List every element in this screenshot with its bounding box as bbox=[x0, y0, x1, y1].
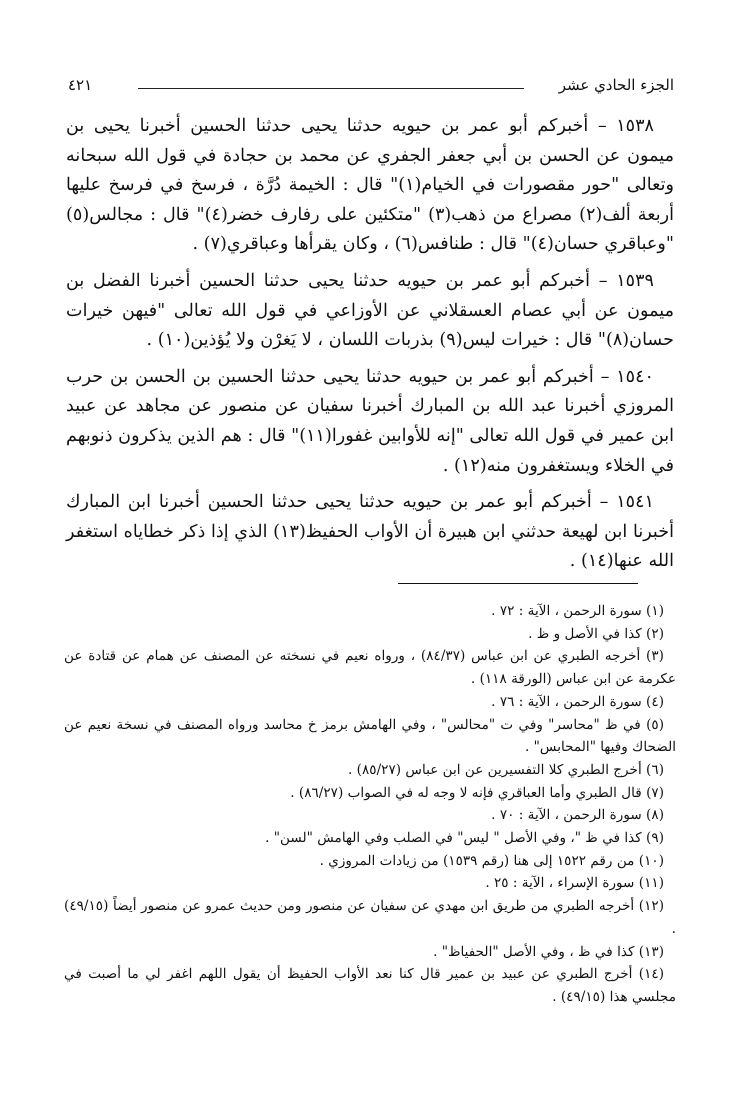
main-text bbox=[66, 112, 674, 584]
running-title: الجزء الحادي عشر bbox=[558, 76, 674, 94]
footnote-13: (١٣) كذا في ظ ، وفي الأصل "الحفياظ" . bbox=[433, 943, 664, 960]
footnote-10: (١٠) من رقم ١٥٢٢ إلى هنا (رقم ١٥٣٩) من زيادات المروزي . bbox=[319, 852, 664, 869]
footnote-8: (٨) سورة الرحمن ، الآية : ٧٠ . bbox=[491, 807, 664, 824]
footnote-4: (٤) سورة الرحمن ، الآية : ٧٦ . bbox=[491, 693, 664, 710]
page-number: ٤٢١ bbox=[68, 76, 93, 94]
footnote-5: (٥) في ظ "محاسر" وفي ت "محالس" ، وفي الهامش برمز خ محاسد ورواه المصنف في نسخة نعيم عن الضحاك وفيها "المحابس" . bbox=[64, 716, 676, 756]
footnotes bbox=[64, 600, 676, 1009]
footnote-14: (١٤) أخرج الطبري عن عبيد بن عمير قال كنا نعد الأواب الحفيظ أن يقول اللهم اغفر لي ما أصبت في مجلسي هذا (٤٩/١٥) . bbox=[64, 966, 676, 1005]
header-rule bbox=[138, 88, 524, 89]
footnote-7: (٧) قال الطبري وأما العباقري فإنه لا وجه له في الصواب (٨٦/٢٧) . bbox=[290, 784, 664, 801]
footnote-6: (٦) أخرج الطبري كلا التفسيرين عن ابن عباس (٨٥/٢٧) . bbox=[348, 761, 664, 778]
footnote-9: (٩) كذا في ظ "، وفي الأصل " ليس" في الصلب وفي الهامش "لسن" . bbox=[265, 830, 664, 847]
hadith-1541: ١٥٤١ – أخبركم أبو عمر بن حيويه حدثنا يحيى حدثنا الحسين أخبرنا ابن المبارك أخبرنا ابن لهيعة حدثني ابن هبيرة أن الأواب الحفيظ(١٣) الذي إذا ذكر خطاياه استغفر الله عنها(١٤) . bbox=[66, 492, 674, 572]
footnote-2: (٢) كذا في الأصل و ظ . bbox=[528, 625, 664, 642]
hadith-1538: ١٥٣٨ – أخبركم أبو عمر بن حيويه حدثنا يحيى حدثنا الحسين أخبرنا يحيى بن ميمون عن الحسن بن أبي جعفر الجفري عن محمد بن حجادة في قول الله سبحانه وتعالى "حور مقصورات في الخيام(١)" قال : الخيمة دُرَّة ، فرسخ في فرسخ عليها أربعة ألف(٢) مصراع من ذهب(٣) "متكئين على رفارف خضر(٤)" قال : مجالس(٥) "وعباقري حسان(٤)" قال : طنافس(٦) ، وكان يقرأها وعباقري(٧) . bbox=[66, 116, 674, 255]
footnote-11: (١١) سورة الإسراء ، الآية : ٢٥ . bbox=[485, 875, 664, 892]
hadith-1540: ١٥٤٠ – أخبركم أبو عمر بن حيويه حدثنا يحيى حدثنا الحسين بن الحسن بن حرب المروزي أخبرنا عبد الله بن المبارك أخبرنا سفيان عن منصور عن مجاهد عن عبيد ابن عمير في قول الله تعالى "إنه للأوابين غفورا(١١)" قال : هم الذين يذكرون ذنوبهم في الخلاء ويستغفرون منه(١٢) . bbox=[66, 366, 675, 476]
page-header bbox=[68, 72, 674, 102]
hadith-1539: ١٥٣٩ – أخبركم أبو عمر بن حيويه حدثنا يحيى حدثنا الحسين أخبرنا الفضل بن ميمون عن أبي عصام العسقلاني عن الأوزاعي في قول الله تعالى "فيهن خيرات حسان(٨)" قال : خيرات ليس(٩) بذربات اللسان ، لا يَغرْن ولا يُؤذين(١٠) . bbox=[66, 270, 674, 351]
footnote-separator bbox=[398, 583, 638, 584]
footnote-3: (٣) أخرجه الطبري عن ابن عباس (٨٤/٣٧) ، ورواه نعيم في نسخته عن المصنف عن همام عن قتادة عن عكرمة عن ابن عباس (الورقة ١١٨) . bbox=[64, 648, 676, 688]
footnote-1: (١) سورة الرحمن ، الآية : ٧٢ . bbox=[491, 603, 664, 619]
footnote-12: (١٢) أخرجه الطبري من طريق ابن مهدي عن سفيان عن منصور ومن حديث عمرو عن منصور أيضاً (٤٩/١٥) . bbox=[64, 898, 676, 937]
